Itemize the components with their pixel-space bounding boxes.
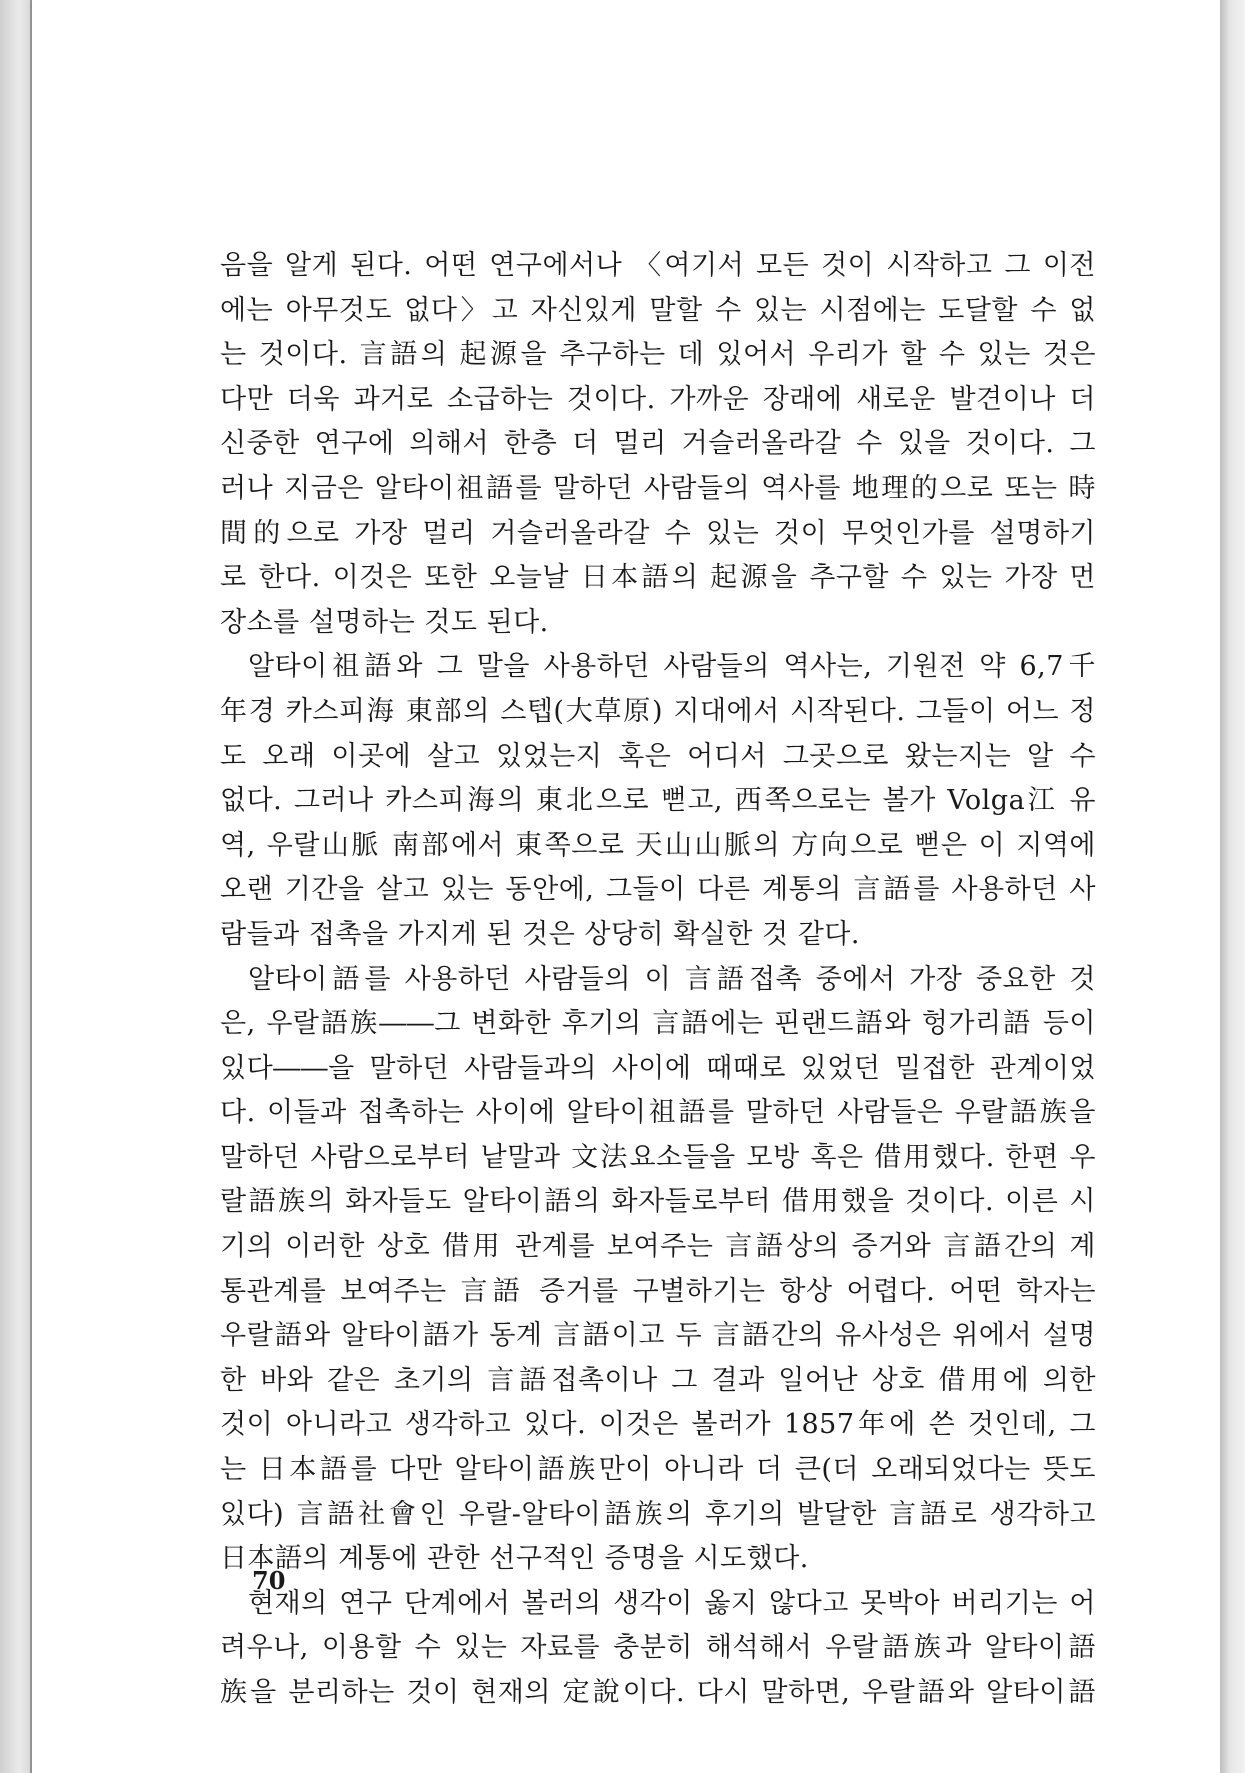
text-line: 로 한다. 이것은 또한 오늘날 日本語의 起源을 추구할 수 있는 가장 먼 [220, 562, 1096, 594]
text-line: 기의 이러한 상호 借用 관계를 보여주는 言語상의 증거와 言語간의 계 [220, 1231, 1096, 1263]
text-line: 있다――을 말하던 사람들과의 사이에 때때로 있었던 밀접한 관계이었 [220, 1052, 1096, 1084]
text-line: 에는 아무것도 없다〉고 자신있게 말할 수 있는 시점에는 도달할 수 없 [220, 294, 1096, 326]
page-body-text [220, 244, 1096, 1716]
text-line: 族을 분리하는 것이 현재의 定說이다. 다시 말하면, 우랄語와 알타이語 [220, 1677, 1096, 1708]
paragraph-4 [220, 1582, 1096, 1716]
paragraph-3 [220, 958, 1096, 1582]
text-line: 음을 알게 된다. 어떤 연구에서나 〈여기서 모든 것이 시작하고 그 이전 [220, 250, 1096, 281]
text-line: 람들과 접촉을 가지게 된 것은 상당히 확실한 것 같다. [220, 918, 860, 950]
text-line: 랄語族의 화자들도 알타이語의 화자들로부터 借用했을 것이다. 이른 시 [220, 1186, 1096, 1218]
text-line: 알타이祖語와 그 말을 사용하던 사람들의 역사는, 기원전 약 6,7千 [248, 651, 1096, 683]
text-line: 말하던 사람으로부터 낱말과 文法요소들을 모방 혹은 借用했다. 한편 우 [220, 1141, 1096, 1173]
text-line: 통관계를 보여주는 言語 증거를 구별하기는 항상 어렵다. 어떤 학자는 [220, 1275, 1096, 1307]
text-line: 장소를 설명하는 것도 된다. [220, 606, 549, 638]
paragraph-1 [220, 244, 1096, 645]
text-line: 현재의 연구 단계에서 볼러의 생각이 옳지 않다고 못박아 버리기는 어 [248, 1587, 1096, 1619]
text-line: 間的으로 가장 멀리 거슬러올라갈 수 있는 것이 무엇인가를 설명하기 [220, 517, 1096, 549]
text-line: 다. 이들과 접촉하는 사이에 알타이祖語를 말하던 사람들은 우랄語族을 [220, 1097, 1096, 1129]
text-line: 는 日本語를 다만 알타이語族만이 아니라 더 큰(더 오래되었다는 뜻도 [220, 1454, 1096, 1486]
page-left-edge [0, 0, 32, 1773]
text-line: 러나 지금은 알타이祖語를 말하던 사람들의 역사를 地理的으로 또는 時 [220, 472, 1096, 504]
text-line: 알타이語를 사용하던 사람들의 이 言語접촉 중에서 가장 중요한 것 [248, 963, 1096, 995]
text-line: 신중한 연구에 의해서 한층 더 멀리 거슬러올라갈 수 있을 것이다. 그 [220, 428, 1096, 460]
text-line: 도 오래 이곳에 살고 있었는지 혹은 어디서 그곳으로 왔는지는 알 수 [220, 740, 1096, 772]
page-number: 70 [252, 1566, 286, 1595]
text-line: 없다. 그러나 카스피海의 東北으로 뻗고, 西쪽으로는 볼가 Volga江 유 [220, 785, 1096, 817]
text-line: 려우나, 이용할 수 있는 자료를 충분히 해석해서 우랄語族과 알타이語 [220, 1632, 1096, 1664]
text-line: 年경 카스피海 東部의 스텝(大草原) 지대에서 시작된다. 그들이 어느 정 [220, 695, 1096, 727]
text-line: 日本語의 계통에 관한 선구적인 증명을 시도했다. [220, 1543, 809, 1575]
text-line: 오랜 기간을 살고 있는 동안에, 그들이 다른 계통의 言語를 사용하던 사 [220, 874, 1096, 906]
text-line: 역, 우랄山脈 南部에서 東쪽으로 天山山脈의 方向으로 뻗은 이 지역에 [220, 829, 1096, 861]
text-line: 있다) 言語社會인 우랄-알타이語族의 후기의 발달한 言語로 생각하고 [220, 1498, 1096, 1530]
paragraph-2 [220, 645, 1096, 957]
page-right-edge [1220, 0, 1245, 1773]
text-line: 한 바와 같은 초기의 言語접촉이나 그 결과 일어난 상호 借用에 의한 [220, 1364, 1096, 1396]
text-line: 다만 더욱 과거로 소급하는 것이다. 가까운 장래에 새로운 발견이나 더 [220, 383, 1096, 415]
text-line: 은, 우랄語族――그 변화한 후기의 言語에는 핀랜드語와 헝가리語 등이 [220, 1008, 1096, 1040]
text-line: 는 것이다. 言語의 起源을 추구하는 데 있어서 우리가 할 수 있는 것은 [220, 339, 1096, 371]
text-line: 것이 아니라고 생각하고 있다. 이것은 볼러가 1857年에 쓴 것인데, 그 [220, 1409, 1096, 1441]
text-line: 우랄語와 알타이語가 동계 言語이고 두 言語간의 유사성은 위에서 설명 [220, 1320, 1096, 1352]
